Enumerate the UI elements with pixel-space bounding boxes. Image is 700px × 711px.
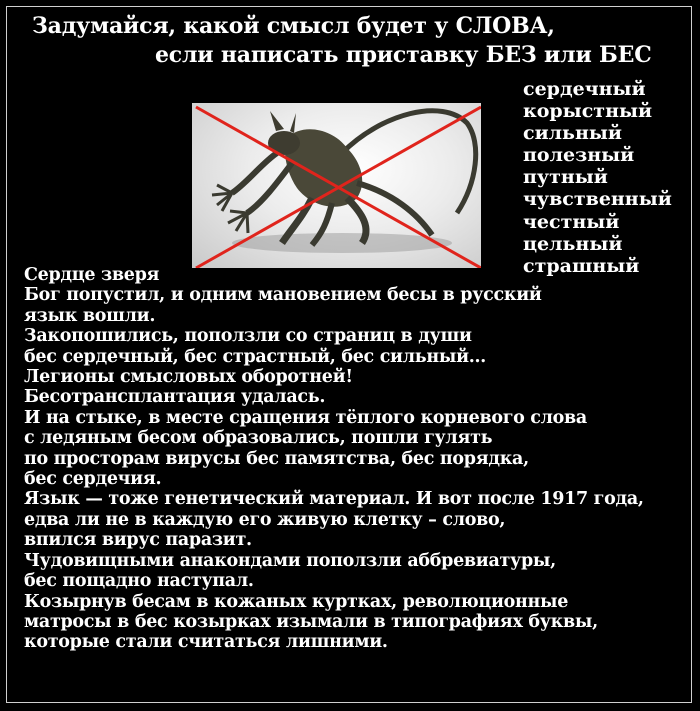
word-item: честный [523,210,620,233]
poem-text [24,265,644,653]
poem-line: бес пощадно наступал. [24,571,254,592]
demon-figurine-icon [192,103,481,268]
poem-line: Легионы смысловых оборотней! [24,367,353,388]
poem-line: матросы в бес козырках изымали в типографиях буквы, [24,611,598,632]
poem-line: Козырнув бесам в кожаных куртках, революционные [24,591,569,612]
word-item: страшный [523,254,640,277]
poem-line: с ледяным бесом образовались, пошли гулять [24,428,493,449]
poem-line: по просторам вирусы бес памятства, бес порядка, [24,448,529,469]
word-item: цельный [523,232,623,255]
poem-line: Бесотрансплантация удалась. [24,387,326,408]
word-item: сердечный [523,78,646,100]
poem-line: Чудовищными анакондами поползли аббревиатуры, [24,550,556,571]
poem-line: И на стыке, в месте сращения тёплого корневого слова [24,407,587,428]
poem-line: впился вирус паразит. [24,530,252,551]
title-line-1: Задумайся, какой смысл будет у СЛОВА, [32,13,555,39]
poem-line: бес сердечия. [24,469,162,490]
word-list [523,78,672,277]
demon-figurine-image [192,103,481,268]
poem-line: которые стали считаться лишними. [24,632,388,653]
poem-line: язык вошли. [24,305,156,326]
poem-line: Язык — тоже генетический материал. И вот после 1917 года, [24,489,644,510]
word-item: сильный [523,122,622,145]
poem-line: едва ли не в каждую его живую клетку – слово, [24,509,506,530]
word-item: полезный [523,144,635,167]
word-item: чувственный [523,188,672,211]
word-item: путный [523,166,608,189]
poem-line: Бог попустил, и одним мановением бесы в русский [24,285,542,306]
title-line-2: если написать приставку БЕЗ или БЕС [155,42,652,68]
word-item: корыстный [523,100,653,123]
poem-line: Закопошились, поползли со страниц в души [24,326,472,347]
poem-line: бес сердечный, бес страстный, бес сильный… [24,346,486,367]
poem-title: Сердце зверя [24,265,160,285]
